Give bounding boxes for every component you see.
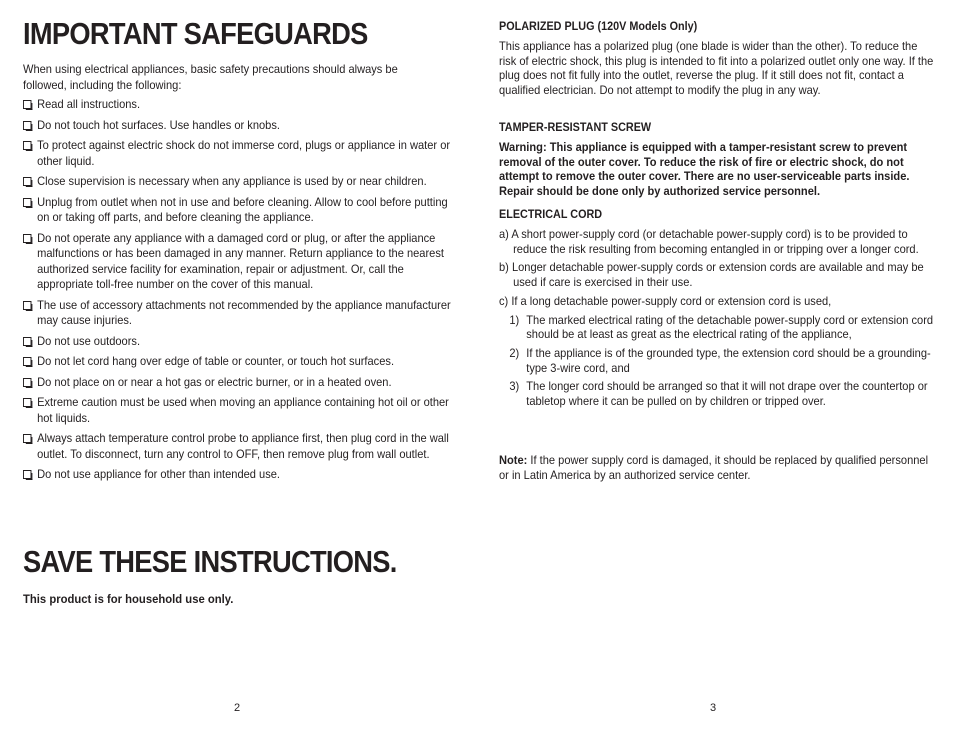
list-item: a) A short power-supply cord (or detachable power-supply cord) is to be provided to reduce the risk resulting from becoming entangled in or tripping over a longer cord. <box>499 227 919 256</box>
list-item: Do not let cord hang over edge of table or counter, or touch hot surfaces. <box>23 354 455 370</box>
list-item: 2) If the appliance is of the grounded type, the extension cord should be a grounding-type 3-wire cord, and <box>509 345 931 375</box>
safeguards-list <box>23 97 455 488</box>
list-item: Do not use outdoors. <box>23 334 455 350</box>
checkbox-icon <box>23 121 31 130</box>
list-item: Do not operate any appliance with a damaged cord or plug, or after the appliance malfunctions or has been damaged in any manner. Return appliance to the nearest authorized service facility for examination, repair or adjustment. Or, call the appropriate toll-free number on the cover of this manual. <box>23 231 455 293</box>
safeguards-title: IMPORTANT SAFEGUARDS <box>23 16 368 51</box>
checkbox-icon <box>23 337 31 346</box>
list-item: To protect against electric shock do not immerse cord, plugs or appliance in water or other liquid. <box>23 138 455 169</box>
electrical-cord-section <box>499 208 935 413</box>
list-item: 3) The longer cord should be arranged so that it will not drape over the countertop or tabletop where it can be pulled on by children or tripped over. <box>509 379 928 409</box>
checkbox-icon <box>23 177 31 186</box>
checkbox-icon <box>23 141 31 150</box>
list-item: Always attach temperature control probe to appliance first, then plug cord in the wall outlet. To disconnect, turn any control to OFF, then remove plug from wall outlet. <box>23 431 455 462</box>
list-item: Do not use appliance for other than intended use. <box>23 467 455 483</box>
list-item: c) If a long detachable power-supply cord or extension cord is used, <box>499 293 832 308</box>
cord-list <box>499 227 935 309</box>
list-item: Do not place on or near a hot gas or electric burner, or in a heated oven. <box>23 375 455 391</box>
section-heading: TAMPER-RESISTANT SCREW <box>499 122 652 134</box>
checkbox-icon <box>23 434 31 443</box>
list-item: b) Longer detachable power-supply cords or extension cords are available and may be used if care is exercised in their use. <box>499 260 924 290</box>
checkbox-icon <box>23 234 31 243</box>
section-text: This appliance has a polarized plug (one blade is wider than the other). To reduce the risk of electric shock, this plug is intended to fit into a polarized outlet only one way. If the plug does not fit fully into the outlet, reverse the plug. If it still does not fit, contact a qualified electrician. Do not attempt to modify the plug in any way. <box>499 39 934 98</box>
list-item: Extreme caution must be used when moving an appliance containing hot oil or other hot liquids. <box>23 395 455 426</box>
checkbox-icon <box>23 357 31 366</box>
note-label: Note: <box>499 453 528 467</box>
section-heading: POLARIZED PLUG (120V Models Only) <box>499 21 698 33</box>
list-item: 1) The marked electrical rating of the detachable power-supply cord or extension cord should be at least as great as the electrical rating of the appliance, <box>509 312 934 342</box>
checkbox-icon <box>23 301 31 310</box>
warning-text: Warning: This appliance is equipped with a tamper-resistant screw to prevent removal of the outer cover. To reduce the risk of fire or electric shock, do not attempt to remove the outer cover. There are no user-serviceable parts inside. Repair should be done only by authorized service personnel. <box>499 140 910 199</box>
cord-sublist <box>499 313 935 409</box>
tamper-screw-section <box>499 121 935 199</box>
page-number-left: 2 <box>234 702 241 714</box>
note-section <box>499 449 935 482</box>
checkbox-icon <box>23 398 31 407</box>
list-item: Read all instructions. <box>23 97 455 113</box>
household-notice: This product is for household use only. <box>23 592 234 606</box>
list-item: Unplug from outlet when not in use and before cleaning. Allow to cool before putting on or taking off parts, and before cleaning the appliance. <box>23 195 455 226</box>
list-item: Do not touch hot surfaces. Use handles or knobs. <box>23 118 455 134</box>
intro-text: When using electrical appliances, basic safety precautions should always be followed, including the following: <box>23 62 398 92</box>
save-instructions-title: SAVE THESE INSTRUCTIONS. <box>23 544 397 579</box>
list-item: The use of accessory attachments not recommended by the appliance manufacturer may cause injuries. <box>23 298 455 329</box>
checkbox-icon <box>23 198 31 207</box>
polarized-plug-section <box>499 20 935 98</box>
checkbox-icon <box>23 378 31 387</box>
note-text: Note: If the power supply cord is damaged, it should be replaced by qualified personnel or in Latin America by an authorized service center. <box>499 453 929 482</box>
checkbox-icon <box>23 470 31 479</box>
section-heading: ELECTRICAL CORD <box>499 209 603 221</box>
list-item: Close supervision is necessary when any appliance is used by or near children. <box>23 174 455 190</box>
page-number-right: 3 <box>710 702 717 714</box>
checkbox-icon <box>23 100 31 109</box>
